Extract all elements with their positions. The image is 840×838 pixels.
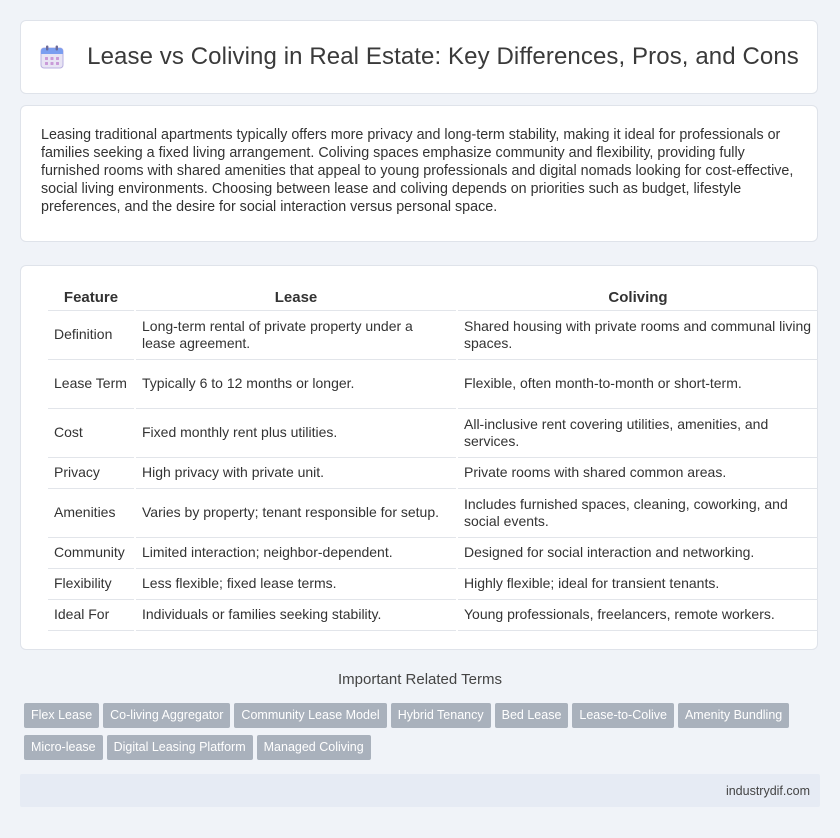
coliving-cell: Private rooms with shared common areas. — [457, 458, 818, 489]
tag-micro-lease[interactable]: Micro-lease — [24, 735, 103, 760]
table-row — [48, 360, 818, 409]
coliving-cell: All-inclusive rent covering utilities, amenities, and services. — [457, 409, 818, 458]
coliving-cell: Designed for social interaction and networking. — [457, 538, 818, 569]
title-card — [20, 20, 818, 94]
tag-managed-coliving[interactable]: Managed Coliving — [257, 735, 371, 760]
lease-cell: Varies by property; tenant responsible for setup. — [135, 489, 457, 538]
page-title: Lease vs Coliving in Real Estate: Key Differences, Pros, and Cons — [87, 43, 799, 70]
tag-community-lease-model[interactable]: Community Lease Model — [234, 703, 386, 728]
feature-cell: Community — [48, 538, 135, 569]
lease-cell: Individuals or families seeking stability. — [135, 600, 457, 631]
lease-cell: Long-term rental of private property under a lease agreement. — [135, 311, 457, 360]
intro-paragraph: Leasing traditional apartments typically offers more privacy and long-term stability, making it ideal for professionals or families seeking a fixed living arrangement. Coliving spaces emphasize community and flexibility, providing fully furnished rooms with shared amenities that appeal to young professionals and digital nomads looking for cost-effective, social living environments. Choosing between lease and coliving depends on priorities such as budget, lifestyle preferences, and the desire for social interaction versus personal space. — [41, 127, 794, 215]
tag-flex-lease[interactable]: Flex Lease — [24, 703, 99, 728]
coliving-cell: Includes furnished spaces, cleaning, coworking, and social events. — [457, 489, 818, 538]
lease-cell: Limited interaction; neighbor-dependent. — [135, 538, 457, 569]
table-row — [48, 458, 818, 489]
coliving-cell: Highly flexible; ideal for transient tenants. — [457, 569, 818, 600]
feature-cell: Amenities — [48, 489, 135, 538]
feature-cell: Privacy — [48, 458, 135, 489]
intro-card — [20, 105, 818, 242]
tag-lease-to-colive[interactable]: Lease-to-Colive — [572, 703, 674, 728]
header-feature: Feature — [48, 285, 135, 311]
feature-cell: Cost — [48, 409, 135, 458]
calendar-icon — [39, 44, 65, 70]
table-row — [48, 489, 818, 538]
header-coliving: Coliving — [457, 285, 818, 311]
table-row — [48, 569, 818, 600]
table-row — [48, 409, 818, 458]
feature-cell: Flexibility — [48, 569, 135, 600]
table-row — [48, 600, 818, 631]
coliving-cell: Flexible, often month-to-month or short-term. — [457, 360, 818, 409]
footer-site[interactable]: industrydif.com — [725, 784, 810, 798]
tag-co-living-aggregator[interactable]: Co-living Aggregator — [103, 703, 230, 728]
feature-cell: Ideal For — [48, 600, 135, 631]
tag-bed-lease[interactable]: Bed Lease — [495, 703, 569, 728]
table-header-row — [48, 285, 818, 311]
tag-amenity-bundling[interactable]: Amenity Bundling — [678, 703, 789, 728]
table-row — [48, 538, 818, 569]
feature-cell: Lease Term — [48, 360, 135, 409]
lease-cell: Typically 6 to 12 months or longer. — [135, 360, 457, 409]
lease-cell: High privacy with private unit. — [135, 458, 457, 489]
tag-hybrid-tenancy[interactable]: Hybrid Tenancy — [391, 703, 491, 728]
table-row — [48, 311, 818, 360]
header-lease: Lease — [135, 285, 457, 311]
lease-cell: Fixed monthly rent plus utilities. — [135, 409, 457, 458]
coliving-cell: Young professionals, freelancers, remote workers. — [457, 600, 818, 631]
comparison-table — [48, 285, 818, 631]
related-terms-list — [24, 703, 824, 767]
comparison-card — [20, 265, 818, 650]
tag-digital-leasing-platform[interactable]: Digital Leasing Platform — [107, 735, 253, 760]
footer — [20, 774, 820, 807]
feature-cell: Definition — [48, 311, 135, 360]
lease-cell: Less flexible; fixed lease terms. — [135, 569, 457, 600]
coliving-cell: Shared housing with private rooms and communal living spaces. — [457, 311, 818, 360]
related-terms-title: Important Related Terms — [338, 671, 502, 688]
